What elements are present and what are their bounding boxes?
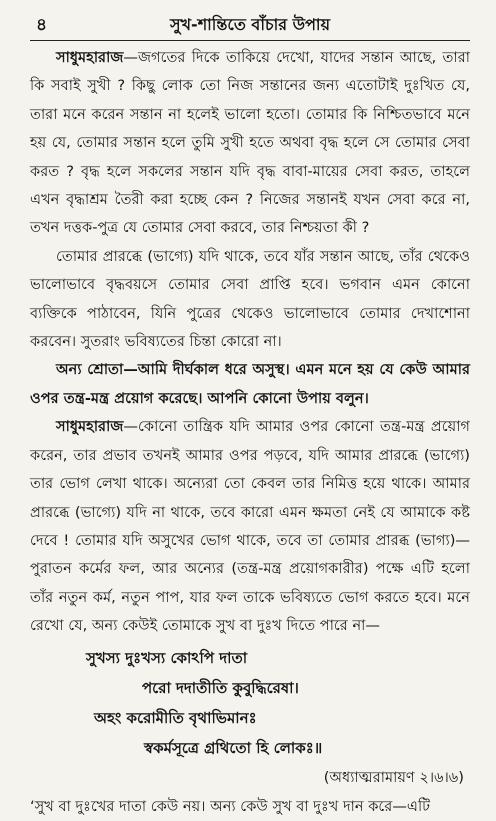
paragraph-1	[30, 44, 470, 243]
paragraph-text: —কোনো তান্ত্রিক যদি আমার ওপর কোনো তন্ত্র-মন্ত্র প্রয়োগ করেন, তার প্রভাব তখনই আমার ওপর পড়বে, যদি আমার প্রারব্ধে (ভাগ্যে) তার ভোগ লেখা থাকে। অন্যেরা তো কেবল তার নিমিত্ত হয়ে থাকে। আমার প্রারব্ধে (ভাগ্যে) যদি না থাকে, তবে কারো এমন ক্ষমতা নেই যে আমাকে কষ্ট দেবে ! তোমার যদি অসুখের ভোগ থাকে, তবে তা তোমার প্রারব্ধ (ভাগ্য)—পুরাতন কর্মের ফল, আর অন্যের (তন্ত্র-মন্ত্র প্রয়োগকারীর) পক্ষে এটি হলো তাঁর নতুন কর্ম, নতুন পাপ, যার ফল তাকে ভবিষ্যতে ভোগ করতে হবে। মনে রেখো যে, অন্য কেউই তোমাকে সুখ বা দুঃখ দিতে পারে না—	[30, 418, 470, 635]
verse-citation: (অধ্যাত্মরামায়ণ ২।৬।৬)	[323, 768, 464, 786]
running-title: সুখ-শান্তিতে বাঁচার উপায়	[169, 15, 330, 34]
verse-line-4: স্বকর্মসূত্রে গ্রথিতো হি লোকঃ॥	[144, 738, 323, 757]
speaker-label: সাধুমহারাজ	[56, 49, 124, 66]
paragraph-text: —আমি দীর্ঘকাল ধরে অসুস্থ। এমন মনে হয় যে কেউ আমার ওপর তন্ত্র-মন্ত্র প্রয়োগ করেছে। আপনি কোনো উপায় বলুন।	[30, 361, 470, 407]
paragraph-4	[30, 413, 470, 640]
paragraph-5-start: ‘সুখ বা দুঃখের দাতা কেউ নয়। অন্য কেউ সুখ বা দুঃখ দান করে—এটি	[30, 797, 431, 815]
paragraph-3	[30, 356, 470, 413]
sanskrit-verse	[30, 643, 470, 763]
page-number: ৪	[36, 15, 48, 35]
paragraph-2: তোমার প্রারব্ধে (ভাগ্যে) যদি থাকে, তবে যাঁর সন্তান আছে, তাঁর থেকেও ভালোভাবে বৃদ্ধবয়সে তোমার সেবা প্রাপ্তি হবে। ভগবান এমন কোনো ব্যক্তিকে পাঠাবেন, যিনি পুত্রের থেকেও ভালোভাবে তোমার দেখাশোনা করবেন। সুতরাং ভবিষ্যতের চিন্তা কোরো না।	[30, 247, 470, 351]
speaker-label: অন্য শ্রোতা	[56, 361, 124, 379]
page-body	[30, 44, 470, 821]
paragraph-text: —জগতের দিকে তাকিয়ে দেখো, যাদের সন্তান আছে, তারা কি সবাই সুখী ? কিছু লোক তো নিজ সন্তানের জন্য এতোটাই দুঃখিত যে, তারা মনে করেন সন্তান না হলেই ভালো হতো। তোমার কি নিশ্চিতভাবে মনে হয় যে, তোমার সন্তান হলে তুমি সুখী হতে অথবা বৃদ্ধ হলে সে তোমার সেবা করত ? বৃদ্ধ হলে সকলের সন্তান যদি বৃদ্ধ বাবা-মায়ের সেবা করত, তাহলে এখন বৃদ্ধাশ্রম তৈরী করা হচ্ছে কেন ? নিজের সন্তানই যখন সেবা করে না, তখন দত্তক-পুত্র যে তোমার সেবা করবে, তার নিশ্চয়তা কী ?	[30, 49, 470, 237]
header-rule	[30, 40, 470, 41]
verse-line-2: পরো দদাতীতি কুবুদ্ধিরেষা।	[142, 678, 299, 697]
speaker-label: সাধুমহারাজ	[56, 418, 124, 436]
verse-line-3: অহং করোমীতি বৃথাভিমানঃ	[94, 708, 257, 727]
page-header	[30, 0, 470, 44]
verse-line-1: সুখস্য দুঃখস্য কোঽপি দাতা	[86, 648, 248, 667]
